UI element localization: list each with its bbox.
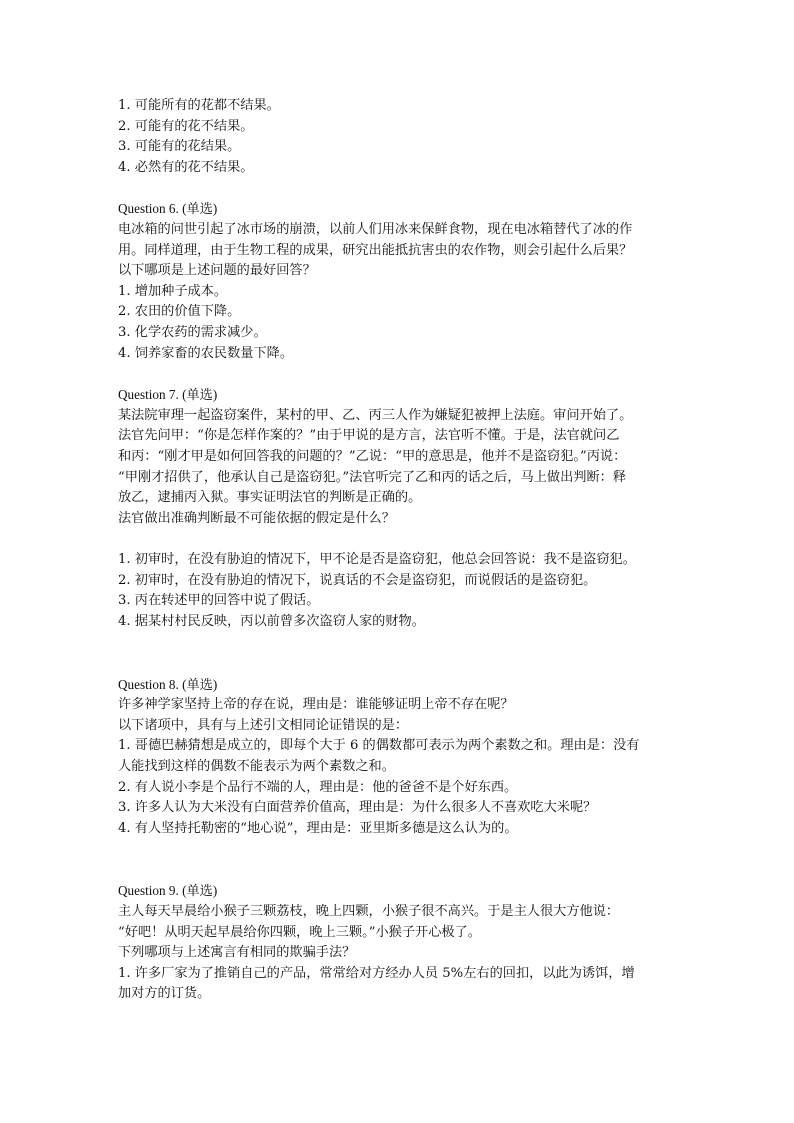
question-stem-line: 电冰箱的问世引起了冰市场的崩溃，以前人们用冰来保鲜食物，现在电冰箱替代了冰的作 [118,221,633,237]
option-4: 4. 饲养家畜的农民数量下降。 [118,345,294,361]
question-heading: Question 8. (单选) [118,676,218,692]
question-stem-line: 放乙，逮捕丙入狱。事实证明法官的判断是正确的。 [118,490,422,506]
option-1: 1. 可能所有的花都不结果。 [118,98,280,113]
option-1-continued: 人能找到这样的偶数不能表示为两个素数之和。 [118,759,395,775]
question-prompt: 以下哪项是上述问题的最好回答？ [118,263,316,279]
question-stem-line: 用。同样道理，由于生物工程的成果，研究出能抵抗害虫的农作物，则会引起什么后果？ [118,242,633,258]
question-8 [118,675,688,840]
question-stem-line: “甲刚才招供了，他承认自己是盗窃犯。”法官听完了乙和丙的话之后，马上做出判断：释 [118,469,627,485]
question-stem-line: 和丙：“刚才甲是如何回答我的问题的？”乙说：“甲的意思是，他并不是盗窃犯。”丙说： [118,448,627,464]
option-3: 3. 丙在转述甲的回答中说了假话。 [118,593,320,609]
question-heading: Question 6. (单选) [118,201,218,217]
question-prompt: 下列哪项与上述寓言有相同的欺骗手法？ [118,945,356,961]
question-prompt: 法官做出准确判断最不可能依据的假定是什么？ [118,510,395,526]
option-3: 3. 许多人认为大米没有白面营养价值高，理由是：为什么很多人不喜欢吃大米呢？ [118,800,597,816]
option-2: 2. 初审时，在没有胁迫的情况下，说真话的不会是盗窃犯，而说假话的是盗窃犯。 [118,572,597,588]
option-3: 3. 化学农药的需求减少。 [118,324,267,340]
previous-question-options [118,96,688,178]
document-page [118,96,688,1005]
question-prompt: 以下诸项中，具有与上述引文相同论证错误的是： [118,717,409,733]
question-stem-line: 法官先问甲：“你是怎样作案的？”由于甲说的是方言，法官听不懂。于是，法官就问乙 [118,428,620,444]
option-4: 4. 必然有的花不结果。 [118,159,254,175]
option-2: 2. 农田的价值下降。 [118,304,241,320]
question-stem-line: 某法院审理一起盗窃案件，某村的甲、乙、丙三人作为嫌疑犯被押上法庭。审问开始了。 [118,407,633,423]
question-heading: Question 7. (单选) [118,387,218,403]
option-1: 1. 增加种子成本。 [118,283,228,299]
question-stem-line: 主人每天早晨给小猴子三颗荔枝，晚上四颗，小猴子很不高兴。于是主人很大方他说： [118,904,620,919]
question-7 [118,385,688,633]
option-2: 2. 有人说小李是个品行不端的人，理由是：他的爸爸不是个好东西。 [118,779,518,795]
question-stem-line: 许多神学家坚持上帝的存在说，理由是：谁能够证明上帝不存在呢？ [118,697,514,713]
option-2: 2. 可能有的花不结果。 [118,118,254,134]
question-heading: Question 9. (单选) [118,883,218,899]
option-3: 3. 可能有的花结果。 [118,139,241,155]
option-1: 1. 许多厂家为了推销自己的产品，常常给对方经办人员 5%左右的回扣，以此为诱饵，增 [118,965,635,981]
option-1: 1. 哥德巴赫猜想是成立的，即每个大于 6 的偶数都可表示为两个素数之和。理由是：没有 [118,738,640,754]
question-6 [118,199,688,364]
question-9 [118,881,688,1005]
option-4: 4. 据某村村民反映，丙以前曾多次盗窃人家的财物。 [118,614,425,630]
option-1: 1. 初审时，在没有胁迫的情况下，甲不论是否是盗窃犯，他总会回答说：我不是盗窃犯。 [118,552,636,568]
option-1-continued: 加对方的订货。 [118,986,211,1002]
question-stem-line: “好吧！从明天起早晨给你四颗，晚上三颗。”小猴子开心极了。 [118,924,481,940]
option-4: 4. 有人坚持托勒密的“地心说”，理由是：亚里斯多德是这么认为的。 [118,820,518,836]
